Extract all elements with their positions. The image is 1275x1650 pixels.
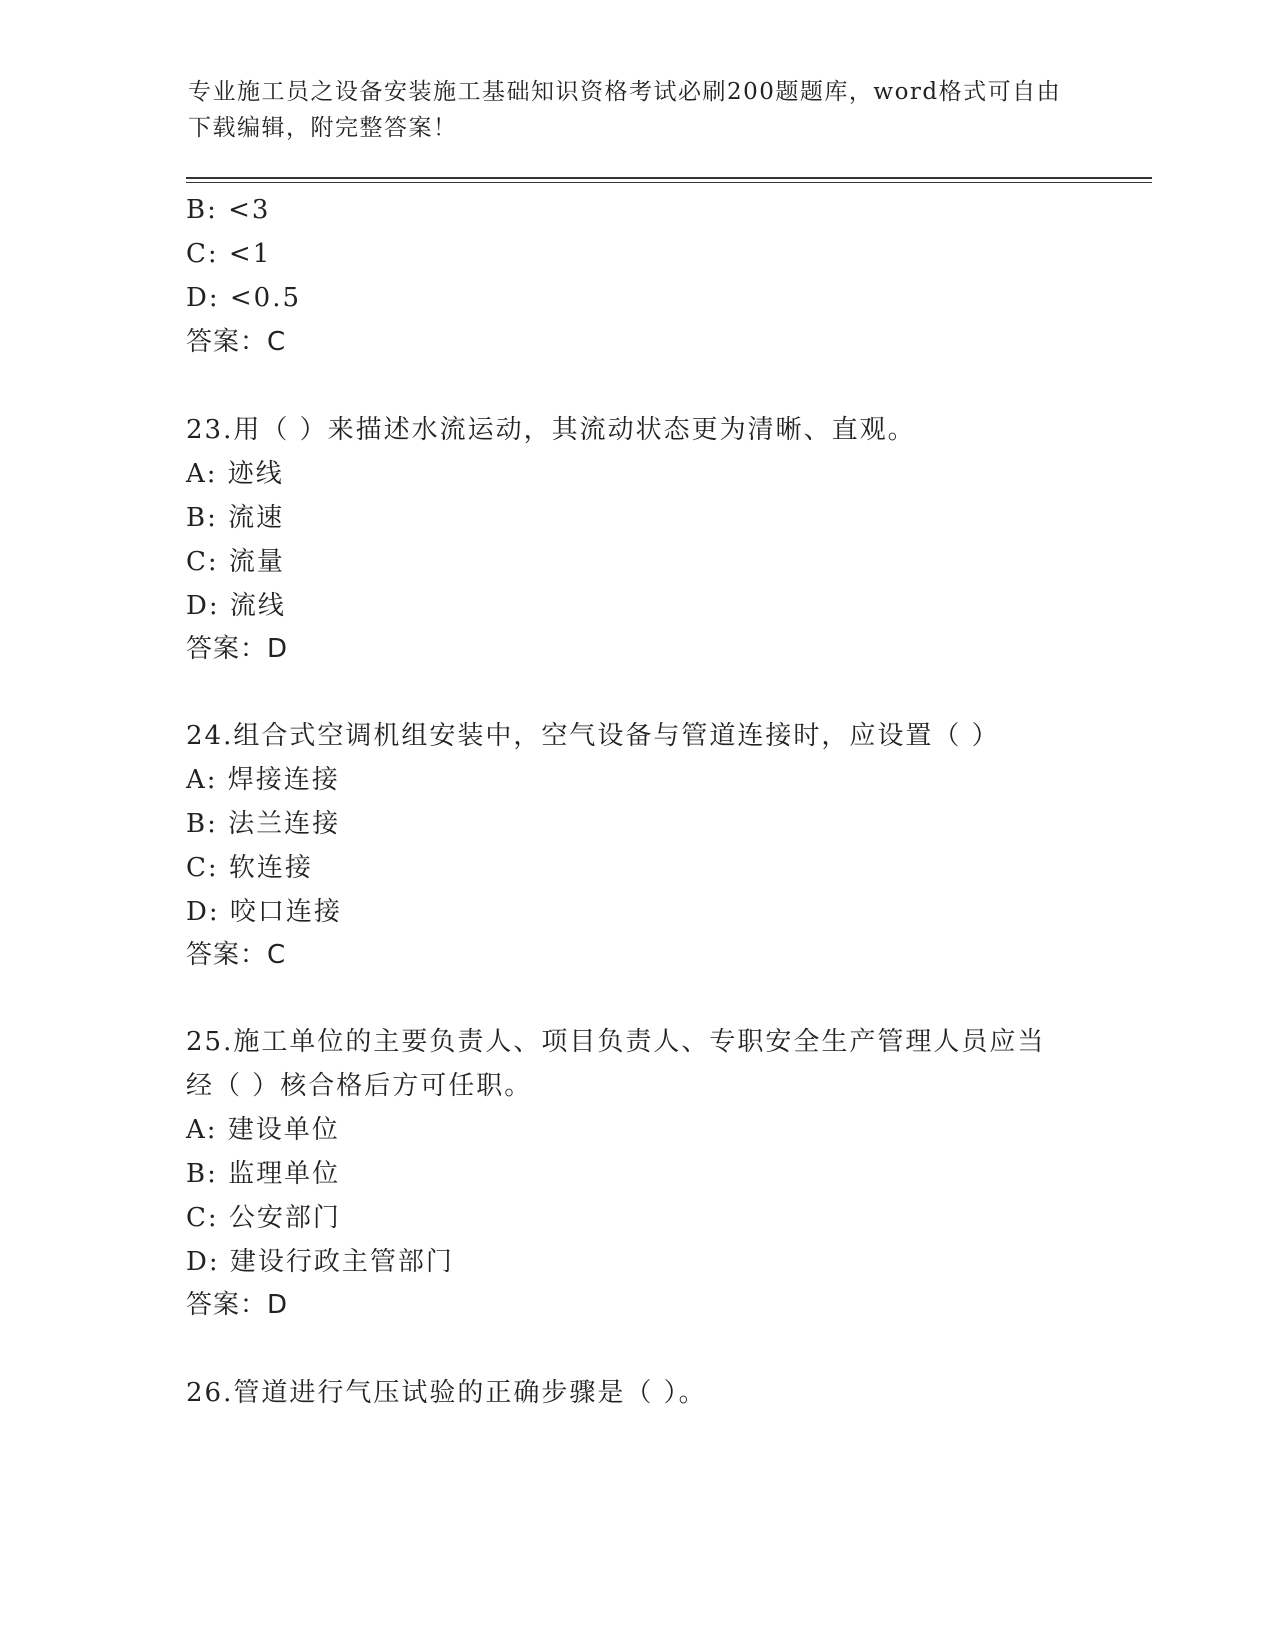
option-c: C: <1: [186, 239, 272, 269]
answer-line: 答案：D: [186, 634, 289, 664]
option-b: B: <3: [186, 195, 271, 225]
answer-line: 答案：D: [186, 1290, 289, 1320]
option-c: C: 公安部门: [186, 1203, 341, 1233]
option-a: A: 焊接连接: [186, 765, 340, 795]
answer-line: 答案：C: [186, 327, 287, 357]
option-c: C: 软连接: [186, 853, 313, 883]
header-divider-thin: [186, 182, 1152, 183]
header-title-line-2: 下载编辑，附完整答案！: [188, 115, 458, 141]
header-divider: [186, 177, 1152, 179]
header-title-line-1: 专业施工员之设备安装施工基础知识资格考试必刷200题题库，word格式可自由: [188, 79, 1062, 105]
option-d: D: 建设行政主管部门: [186, 1247, 454, 1277]
question-stem: 24.组合式空调机组安装中，空气设备与管道连接时，应设置（ ）: [186, 721, 1000, 751]
question-stem: 23.用（ ）来描述水流运动，其流动状态更为清晰、直观。: [186, 415, 916, 445]
option-d: D: 咬口连接: [186, 897, 342, 927]
option-b: B: 法兰连接: [186, 809, 341, 839]
question-stem-line-1: 25.施工单位的主要负责人、项目负责人、专职安全生产管理人员应当: [186, 1027, 1046, 1057]
option-d: D: <0.5: [186, 283, 302, 313]
question-stem-line-2: 经（ ）核合格后方可任职。: [186, 1071, 533, 1101]
option-a: A: 建设单位: [186, 1115, 340, 1145]
option-d: D: 流线: [186, 591, 286, 621]
option-b: B: 监理单位: [186, 1159, 341, 1189]
option-b: B: 流速: [186, 503, 285, 533]
document-header: [188, 74, 1068, 146]
option-a: A: 迹线: [186, 459, 284, 489]
question-stem: 26.管道进行气压试验的正确步骤是（ ）。: [186, 1378, 707, 1408]
option-c: C: 流量: [186, 547, 285, 577]
answer-line: 答案：C: [186, 940, 287, 970]
